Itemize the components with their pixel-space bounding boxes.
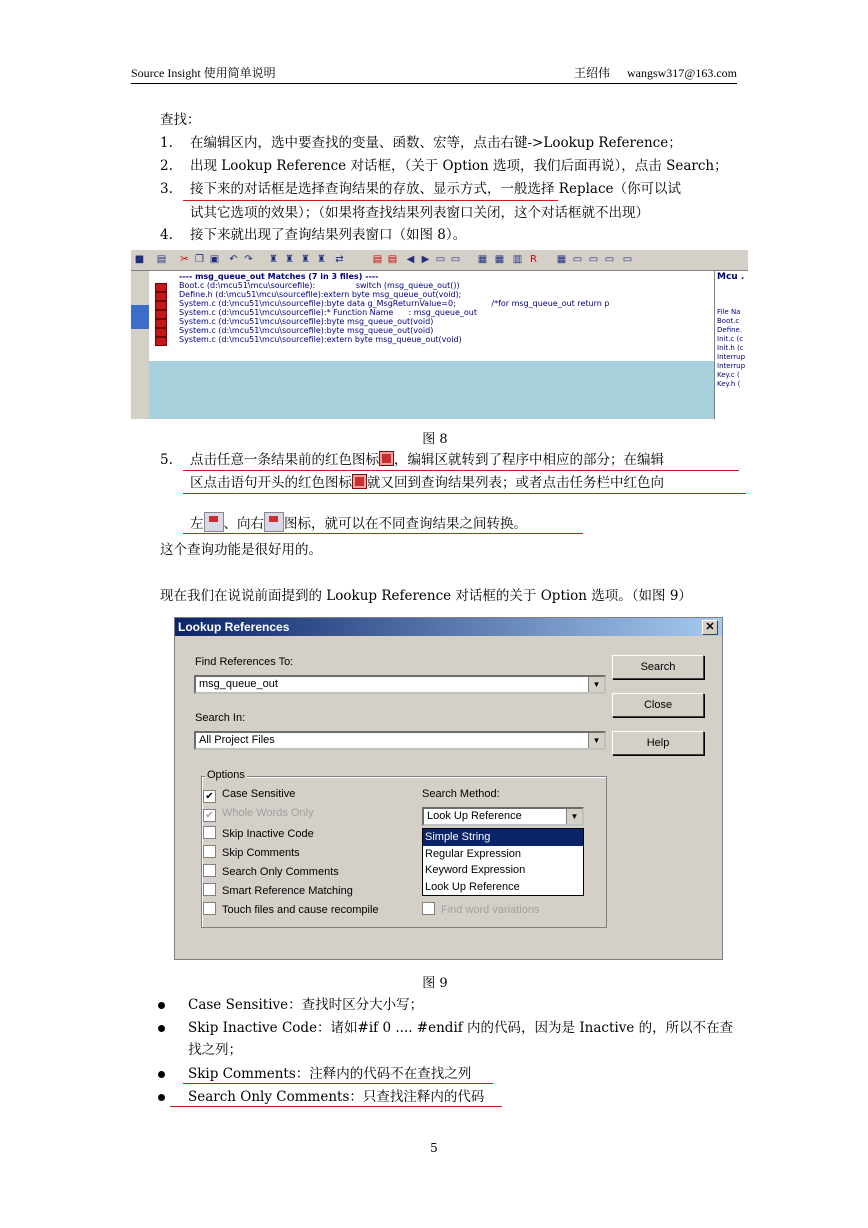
checkbox-label: Find word variations xyxy=(441,904,540,916)
step5-line-1 xyxy=(190,450,664,470)
options-label: Options xyxy=(207,769,245,781)
close-button[interactable]: Close xyxy=(612,693,704,717)
find-label: Find References To: xyxy=(195,656,294,668)
redo-icon: ↷ xyxy=(244,254,253,265)
project-file: Interrup xyxy=(717,362,746,370)
back-arrow-icon xyxy=(204,512,224,532)
chevron-down-icon[interactable]: ▼ xyxy=(588,677,604,692)
result-line: Define.h (d:\mcu51\mcu\sourcefile):extern byte msg_queue_out(void); xyxy=(179,290,462,299)
paste-icon: ▣ xyxy=(209,254,220,265)
project-file: Init.h (c xyxy=(717,344,744,352)
result-line: Boot.c (d:\mcu51\mcu\sourcefile): switch (msg_queue_out()) xyxy=(179,281,460,290)
step5-text: 就又回到查询结果列表；或者点击任务栏中红色向 xyxy=(367,475,664,491)
checkbox-box xyxy=(203,845,216,858)
project-file: Interrup xyxy=(717,353,746,361)
paragraph: 现在我们在说说前面提到的 Lookup Reference 对话框的关于 Option 选项。（如图 9） xyxy=(160,588,692,604)
red-underline xyxy=(183,200,558,201)
search-method-label: Search Method: xyxy=(422,788,500,800)
step-text-cont: 试其它选项的效果）；（如果将查找结果列表窗口关闭，这个对话框就不出现） xyxy=(190,205,649,221)
bullet-icon xyxy=(158,1071,165,1078)
forward-arrow-icon xyxy=(264,512,284,532)
step5-text: 、向右 xyxy=(223,516,264,532)
page-header xyxy=(131,64,737,82)
paragraph: 这个查询功能是很好用的。 xyxy=(160,542,322,558)
red-underline xyxy=(183,493,746,494)
search-only-comments-checkbox[interactable] xyxy=(203,864,339,878)
red-underline xyxy=(183,533,583,534)
search-method-select[interactable] xyxy=(422,807,584,826)
step5-text: ，编辑区就转到了程序中相应的部分；在编辑 xyxy=(394,452,664,468)
search-method-value: Look Up Reference xyxy=(427,810,522,822)
figure-8-screenshot xyxy=(131,250,748,419)
search-icon: ♜ xyxy=(285,254,294,265)
window-icon: ▭ xyxy=(435,254,446,265)
project-file: Key.h ( xyxy=(717,380,741,388)
step-number: 4. xyxy=(160,227,173,243)
search-in-value: All Project Files xyxy=(199,734,275,746)
touch-files-checkbox[interactable] xyxy=(203,902,379,916)
checkbox-box xyxy=(203,902,216,915)
back-arrow-icon: ◀ xyxy=(406,254,415,265)
dialog-title: Lookup References xyxy=(175,618,722,636)
header-email: wangsw317@163.com xyxy=(626,66,737,80)
checkbox-box xyxy=(203,883,216,896)
red-result-icon xyxy=(155,292,167,301)
undo-icon: ↶ xyxy=(229,254,238,265)
bullet-icon xyxy=(158,1002,165,1009)
checkbox-label: Case Sensitive xyxy=(222,788,296,800)
toolbar-icon: ■ xyxy=(134,254,145,265)
result-line: System.c (d:\mcu51\mcu\sourcefile):extern byte msg_queue_out(void) xyxy=(179,335,462,344)
red-underline xyxy=(183,470,739,471)
checkbox-label: Whole Words Only xyxy=(222,807,314,819)
step-number: 5. xyxy=(160,452,173,468)
copy-icon: ❐ xyxy=(195,254,204,265)
search-method-dropdown xyxy=(422,828,584,896)
results-header: ---- msg_queue_out Matches (7 in 3 files) ---- xyxy=(179,272,379,281)
checkbox-label: Skip Inactive Code xyxy=(222,828,314,840)
relation-icon: R xyxy=(530,254,537,265)
lookup-references-dialog xyxy=(174,617,723,960)
checkbox-label: Skip Comments xyxy=(222,847,300,859)
checkbox-label: Smart Reference Matching xyxy=(222,885,353,897)
dropdown-option[interactable]: Simple String xyxy=(423,829,583,846)
forward-arrow-icon: ▶ xyxy=(421,254,430,265)
step-text: 接下来的对话框是选择查询结果的存放、显示方式，一般选择 Replace（你可以试 xyxy=(190,181,682,197)
bullet-icon xyxy=(158,1094,165,1101)
layout-icon: ▭ xyxy=(622,254,633,265)
project-file: Define. xyxy=(717,326,743,334)
left-handle xyxy=(131,305,149,329)
figure-8-caption: 图 8 xyxy=(422,432,448,447)
replace-icon: ⇄ xyxy=(335,254,344,265)
close-icon[interactable]: ✕ xyxy=(702,620,718,635)
tool-icon: ▦ xyxy=(494,254,505,265)
step-number: 3. xyxy=(160,181,173,197)
checkbox-label: Touch files and cause recompile xyxy=(222,904,379,916)
step5-text: 图标，就可以在不同查询结果之间转换。 xyxy=(284,516,527,532)
tool-icon: ▦ xyxy=(477,254,488,265)
result-line: System.c (d:\mcu51\mcu\sourcefile):byte data g_MsgReturnValue=0; /*for msg_queue_out return p xyxy=(179,299,610,308)
search-icon: ♜ xyxy=(269,254,278,265)
project-file: File Na xyxy=(717,308,741,316)
case-sensitive-checkbox[interactable] xyxy=(203,788,295,803)
step-text: 出现 Lookup Reference 对话框，（关于 Option 选项，我们后面再说），点击 Search； xyxy=(190,158,728,174)
layout-icon: ▭ xyxy=(588,254,599,265)
search-icon: ♜ xyxy=(301,254,310,265)
project-file: Key.c ( xyxy=(717,371,740,379)
bullet-text-cont: 找之列； xyxy=(188,1042,242,1058)
checkmark-icon: ✔ xyxy=(203,790,216,803)
step-number: 1. xyxy=(160,135,173,151)
step-text: 接下来就出现了查询结果列表窗口（如图 8）。 xyxy=(190,227,467,243)
red-result-icon xyxy=(155,328,167,337)
header-author-block xyxy=(560,64,737,81)
dropdown-option[interactable]: Look Up Reference xyxy=(425,880,520,893)
bullet-text: Case Sensitive：查找时区分大小写； xyxy=(188,997,424,1013)
step5-line-2 xyxy=(190,473,664,493)
layout-icon: ▦ xyxy=(556,254,567,265)
skip-inactive-checkbox[interactable] xyxy=(203,826,314,840)
search-icon: ♜ xyxy=(317,254,326,265)
red-result-icon xyxy=(155,319,167,328)
red-underline xyxy=(183,1083,493,1084)
red-bookmark-icon: ▤ xyxy=(387,254,398,265)
step5-text: 区点击语句开头的红色图标 xyxy=(190,475,352,491)
step5-text: 左 xyxy=(190,516,204,532)
red-underline xyxy=(170,1106,502,1107)
section-title: 查找： xyxy=(160,112,201,128)
bullet-icon xyxy=(158,1025,165,1032)
dropdown-option[interactable]: Keyword Expression xyxy=(425,864,526,876)
step-text: 在编辑区内，选中要查找的变量、函数、宏等，点击右键->Lookup Reference； xyxy=(190,135,682,151)
red-result-icon xyxy=(352,474,367,489)
project-title: Mcu . xyxy=(717,272,745,282)
checkbox-label: Search Only Comments xyxy=(222,866,339,878)
result-line: System.c (d:\mcu51\mcu\sourcefile):byte msg_queue_out(void) xyxy=(179,317,434,326)
skip-comments-checkbox[interactable] xyxy=(203,845,300,859)
step5-text: 点击任意一条结果前的红色图标 xyxy=(190,452,379,468)
find-variations-checkbox xyxy=(422,902,539,916)
print-icon: ▤ xyxy=(156,254,167,265)
red-result-icon xyxy=(379,451,394,466)
red-bookmark-icon: ▤ xyxy=(372,254,383,265)
layout-icon: ▭ xyxy=(604,254,615,265)
toolbar xyxy=(131,250,748,271)
checkbox-box xyxy=(422,902,435,915)
window-icon: ▭ xyxy=(450,254,461,265)
red-result-icon xyxy=(155,310,167,319)
bullet-text: Skip Comments：注释内的代码不在查找之列 xyxy=(188,1066,472,1082)
bullet-text: Search Only Comments：只查找注释内的代码 xyxy=(188,1089,485,1105)
dropdown-option[interactable]: Regular Expression xyxy=(425,847,521,860)
chevron-down-icon[interactable]: ▼ xyxy=(566,809,582,824)
find-input[interactable] xyxy=(194,675,606,694)
layout-icon: ▭ xyxy=(572,254,583,265)
checkbox-box xyxy=(203,864,216,877)
step5-line-3 xyxy=(190,512,527,534)
checkmark-icon: ✔ xyxy=(203,809,216,822)
whole-words-checkbox xyxy=(203,807,314,822)
cut-icon: ✂ xyxy=(180,254,189,265)
search-button[interactable]: Search xyxy=(612,655,704,679)
smart-reference-checkbox[interactable] xyxy=(203,883,353,897)
result-line: System.c (d:\mcu51\mcu\sourcefile):* Function Name : msg_queue_out xyxy=(179,308,477,317)
checkbox-box xyxy=(203,826,216,839)
book-icon: ▥ xyxy=(512,254,523,265)
project-window xyxy=(714,271,748,419)
find-value: msg_queue_out xyxy=(199,678,278,690)
red-result-icon xyxy=(155,301,167,310)
search-results-window xyxy=(149,271,714,419)
red-result-icon xyxy=(155,337,167,346)
header-doc-title: Source Insight 使用简单说明 xyxy=(131,66,276,80)
page-number: 5 xyxy=(430,1141,438,1155)
project-file: Boot.c xyxy=(717,317,740,325)
search-in-label: Search In: xyxy=(195,712,246,724)
chevron-down-icon[interactable]: ▼ xyxy=(588,733,604,748)
header-rule xyxy=(131,83,737,84)
bullet-text: Skip Inactive Code：诸如#if 0 .... #endif 内的代码，因为是 Inactive 的，所以不在查 xyxy=(188,1020,734,1036)
figure-9-caption: 图 9 xyxy=(422,976,448,991)
project-file: Init.c (c xyxy=(717,335,744,343)
search-in-select[interactable] xyxy=(194,731,606,750)
help-button[interactable]: Help xyxy=(612,731,704,755)
header-author: 王绍伟 xyxy=(573,66,610,80)
red-result-icon xyxy=(155,283,167,292)
step-number: 2. xyxy=(160,158,173,174)
result-line: System.c (d:\mcu51\mcu\sourcefile):byte msg_queue_out(void) xyxy=(179,326,434,335)
